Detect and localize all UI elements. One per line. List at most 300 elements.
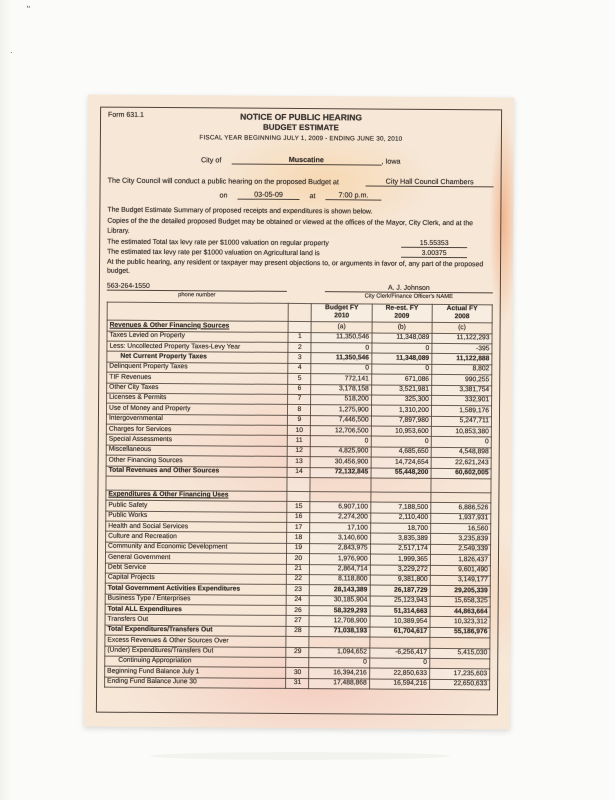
cell-text: 7,897,980 — [398, 416, 429, 425]
cell-text: 8,802 — [472, 365, 490, 373]
value-cell-budget-fy2010 — [309, 658, 369, 669]
value-cell-actual-fy2008 — [430, 638, 490, 649]
row-label: Total Expenditures/Transfers Out — [107, 625, 213, 634]
value-cell-actual-fy2008 — [430, 648, 490, 659]
line-number-cell — [288, 394, 311, 405]
cell-text: 1,976,900 — [337, 554, 368, 563]
line-number-cell — [286, 668, 309, 679]
row-label: Revenues & Other Financing Sources — [109, 321, 230, 330]
cell-text: 16,560 — [467, 524, 489, 532]
cell-text: 671,086 — [404, 375, 430, 383]
cell-text: 22,850,633 — [393, 669, 428, 677]
value-cell-actual-fy2008 — [430, 544, 490, 555]
row-label: Transfers Out — [107, 615, 149, 623]
value-cell-actual-fy2008 — [431, 447, 491, 458]
cell-text: 30,185,904 — [333, 596, 368, 604]
cell-text: 12 — [295, 447, 303, 455]
cell-text: 12,708,900 — [333, 617, 368, 625]
value-cell-reest-fy2009 — [370, 533, 430, 544]
value-cell-budget-fy2010 — [309, 626, 369, 637]
cell-text: 12,706,500 — [334, 426, 369, 435]
cell-text: 5,247,711 — [459, 417, 489, 425]
cell-text: (a) — [337, 323, 346, 331]
cell-text: 51,314,663 — [393, 607, 428, 615]
cell-text: 10,389,954 — [393, 617, 428, 625]
cell-text: 0 — [365, 344, 370, 352]
row-label: Other City Taxes — [109, 383, 159, 392]
line-number-cell — [286, 626, 309, 637]
on-label: on — [219, 190, 228, 200]
newspaper-clipping — [84, 95, 514, 730]
value-cell-budget-fy2010 — [311, 332, 371, 343]
value-cell-actual-fy2008 — [431, 513, 491, 524]
row-label: Other Financing Sources — [108, 456, 183, 464]
cell-text: 3 — [297, 353, 302, 361]
value-cell-actual-fy2008 — [431, 406, 491, 417]
cell-text: 0 — [363, 658, 367, 666]
row-label: TIF Revenues — [109, 373, 152, 381]
value-cell-actual-fy2008 — [430, 565, 490, 576]
cell-text: 3,521,981 — [399, 385, 429, 393]
value-cell-actual-fy2008 — [431, 385, 491, 396]
cell-text: 325,300 — [404, 396, 429, 404]
value-cell-actual-fy2008 — [430, 575, 490, 586]
levy-regular-line — [107, 238, 493, 249]
value-cell-reest-fy2009 — [371, 436, 431, 447]
value-cell-actual-fy2008 — [432, 333, 492, 344]
cell-text: 2,549,339 — [458, 545, 489, 553]
cell-text: 9 — [297, 416, 302, 424]
cell-text: 14 — [295, 468, 303, 476]
value-cell-budget-fy2010 — [311, 426, 371, 437]
cell-text: 26 — [294, 606, 302, 614]
cell-text: 0 — [425, 365, 430, 373]
column-header-budget-fy2010 — [312, 303, 372, 322]
line-number-cell — [286, 678, 309, 689]
row-label: Culture and Recreation — [108, 532, 177, 541]
line-number-cell — [287, 457, 310, 468]
line-number-cell — [288, 425, 311, 436]
row-label: Use of Money and Property — [108, 404, 191, 413]
value-cell-actual-fy2008 — [432, 364, 492, 375]
cell-text: 6,907,100 — [338, 503, 368, 511]
row-label: Delinquent Property Taxes — [109, 362, 188, 371]
value-cell-reest-fy2009 — [369, 668, 429, 679]
value-cell-budget-fy2010 — [310, 512, 370, 523]
line-number-cell — [286, 616, 309, 627]
cell-text: 0 — [425, 344, 430, 352]
cell-text: 772,141 — [344, 375, 369, 383]
cell-text: 2,517,174 — [398, 545, 428, 553]
value-cell-budget-fy2010 — [311, 415, 371, 426]
value-cell-reest-fy2009 — [369, 658, 429, 669]
levy-regular-label: The estimated Total tax levy rate per $1000 valuation on regular property — [107, 238, 329, 248]
cell-text: 21 — [294, 565, 303, 573]
budget-notice-form — [96, 107, 502, 716]
levy-agland-line — [107, 248, 493, 259]
value-cell-budget-fy2010 — [311, 384, 371, 395]
cell-text: 11,350,546 — [335, 354, 370, 362]
row-label: Miscellaneous — [108, 445, 152, 454]
value-cell-budget-fy2010 — [310, 554, 370, 565]
line-number-cell — [287, 533, 310, 544]
budget-table-body — [105, 320, 493, 689]
line-number-cell — [287, 491, 310, 502]
value-cell-actual-fy2008 — [431, 468, 491, 479]
pen-mark: ʹʹ — [24, 3, 31, 15]
value-cell-budget-fy2010 — [310, 478, 370, 492]
value-cell-reest-fy2009 — [370, 575, 430, 586]
row-label: Licenses & Permits — [109, 394, 167, 402]
cell-text: 2,274,200 — [338, 513, 368, 521]
line-number-cell — [286, 637, 309, 648]
value-cell-budget-fy2010 — [310, 492, 370, 503]
phone-block — [107, 282, 287, 298]
value-cell-budget-fy2010 — [310, 502, 370, 513]
cell-text: 3,178,158 — [338, 385, 369, 393]
cell-text: 17,100 — [347, 523, 368, 532]
cell-text: 16,594,216 — [393, 679, 427, 688]
state-suffix: , Iowa — [381, 156, 401, 166]
value-cell-budget-fy2010 — [311, 446, 371, 457]
value-cell-reest-fy2009 — [371, 364, 431, 375]
cell-text: 22 — [294, 575, 302, 583]
cell-text: 44,863,664 — [454, 607, 488, 615]
value-cell-actual-fy2008 — [430, 658, 490, 669]
value-cell-budget-fy2010 — [310, 564, 370, 575]
value-cell-actual-fy2008 — [431, 416, 491, 427]
cell-text: 11,122,293 — [456, 334, 490, 342]
value-cell-reest-fy2009 — [371, 353, 431, 364]
line-number-cell — [288, 322, 311, 333]
cell-text: 16,394,216 — [333, 669, 367, 677]
signature-row — [107, 282, 493, 300]
cell-text: 31 — [293, 679, 302, 687]
notice-title: NOTICE OF PUBLIC HEARING — [240, 111, 363, 123]
value-cell-reest-fy2009 — [371, 457, 431, 468]
cell-text: 16 — [294, 513, 303, 521]
cell-text: 10,953,600 — [395, 427, 429, 435]
cell-text: 30,456,900 — [334, 457, 369, 466]
line-number-cell — [288, 332, 311, 343]
phone-caption: phone number — [178, 291, 216, 298]
row-label: Health and Social Services — [108, 522, 189, 530]
cell-text: 28 — [294, 627, 302, 635]
row-label: Total ALL Expenditures — [107, 605, 182, 613]
budget-table — [104, 301, 493, 690]
cell-text: 2,110,400 — [398, 513, 429, 522]
value-cell-budget-fy2010 — [310, 606, 370, 617]
value-cell-reest-fy2009 — [372, 322, 432, 333]
value-cell-actual-fy2008 — [431, 458, 491, 469]
row-label: Public Works — [108, 511, 148, 520]
cell-text: 3,140,600 — [337, 534, 368, 542]
value-cell-budget-fy2010 — [310, 575, 370, 586]
row-label: Expenditures & Other Financing Uses — [108, 491, 229, 499]
value-cell-actual-fy2008 — [430, 586, 490, 597]
cell-text: 55,448,200 — [394, 468, 429, 476]
cell-text: 0 — [423, 659, 428, 667]
cell-text: 7 — [297, 395, 302, 403]
cell-text: 17,488,868 — [333, 679, 367, 687]
cell-text: 22,650,633 — [453, 680, 488, 688]
row-label: Capital Projects — [107, 574, 155, 582]
column-header-actual-fy2008 — [432, 304, 492, 323]
cell-text: 1,826,437 — [458, 555, 488, 564]
row-label: Net Current Property Taxes — [120, 352, 207, 361]
hearing-location-field: City Hall Council Chambers — [366, 176, 494, 187]
value-cell-actual-fy2008 — [430, 523, 490, 534]
hearing-line — [108, 175, 494, 188]
value-cell-reest-fy2009 — [370, 585, 430, 596]
hearing-date-field: 03-05-09 — [237, 190, 299, 200]
cell-text: 3,835,389 — [398, 534, 428, 542]
row-label: Total Revenues and Other Sources — [108, 466, 220, 475]
line-number-cell — [287, 554, 310, 565]
cell-text: 11,348,089 — [396, 354, 430, 362]
cell-text: 5 — [297, 374, 302, 382]
line-number-cell — [286, 595, 309, 606]
cell-text: 71,038,193 — [333, 627, 368, 635]
row-label: Intergovernmental — [108, 414, 163, 423]
cell-text: 29,205,339 — [454, 586, 488, 595]
cell-text: 0 — [485, 438, 489, 446]
cell-text: -6,256,417 — [395, 648, 428, 656]
cell-text: 4,825,900 — [338, 447, 369, 455]
header-empty-cell — [288, 303, 311, 322]
pen-mark: · — [10, 48, 13, 57]
value-cell-budget-fy2010 — [309, 668, 369, 679]
row-label-cell — [105, 677, 286, 689]
cell-text: 24 — [294, 596, 302, 604]
value-cell-actual-fy2008 — [430, 555, 490, 566]
value-cell-actual-fy2008 — [432, 354, 492, 365]
value-cell-reest-fy2009 — [371, 426, 431, 437]
cell-text: 55,186,976 — [453, 628, 488, 636]
city-name-field: Muscatine — [231, 155, 381, 166]
cell-text: 13 — [295, 457, 303, 465]
value-cell-budget-fy2010 — [309, 647, 369, 658]
value-cell-actual-fy2008 — [431, 478, 491, 492]
value-cell-actual-fy2008 — [432, 343, 492, 354]
value-cell-budget-fy2010 — [309, 637, 369, 648]
cell-text: 17 — [294, 523, 303, 531]
summary-paragraph: The Budget Estimate Summary of proposed receipts and expenditures is shown below. — [107, 206, 373, 216]
cell-text: 332,901 — [464, 396, 490, 404]
value-cell-reest-fy2009 — [370, 596, 430, 607]
value-cell-actual-fy2008 — [429, 669, 489, 680]
row-label: Charges for Services — [108, 425, 172, 433]
cell-text: 23 — [294, 585, 302, 593]
cell-text: 6,886,526 — [458, 503, 489, 512]
at-label: at — [309, 191, 316, 201]
row-label: Special Assessments — [108, 435, 173, 444]
line-number-cell — [288, 374, 311, 385]
value-cell-budget-fy2010 — [311, 353, 371, 364]
row-label: Ending Fund Balance June 30 — [107, 677, 197, 686]
value-cell-reest-fy2009 — [371, 468, 431, 479]
value-cell-reest-fy2009 — [370, 523, 430, 534]
cell-text: 20 — [294, 554, 303, 562]
header-empty-cell — [107, 302, 288, 322]
cell-text: 8 — [297, 405, 302, 413]
cell-text: 15,658,325 — [454, 597, 488, 605]
cell-text: 5,415,030 — [457, 649, 488, 657]
col-head-line1: Re-est. FY — [385, 304, 419, 312]
clerk-block — [325, 284, 493, 300]
cell-text: 27 — [294, 616, 302, 624]
hearing-intro: The City Council will conduct a public hearing on the proposed Budget at — [107, 175, 339, 187]
cell-text: 60,602,005 — [455, 469, 489, 477]
value-cell-budget-fy2010 — [311, 374, 371, 385]
clerk-caption: City Clerk/Finance Officer's NAME — [364, 293, 453, 300]
cell-text: 1,589,176 — [459, 406, 490, 415]
value-cell-reest-fy2009 — [371, 374, 431, 385]
line-number-cell — [287, 477, 310, 491]
line-number-cell — [288, 342, 311, 353]
copies-paragraph: Copies of the the detailed proposed Budget may be obtained or viewed at the offices of the Mayor, City Clerk, and at the Library. — [107, 217, 474, 235]
value-cell-actual-fy2008 — [430, 617, 490, 628]
cell-text: 30 — [293, 668, 302, 676]
line-number-cell — [288, 436, 311, 447]
clerk-name: A. J. Johnson — [325, 284, 493, 293]
table-row — [105, 677, 490, 690]
value-cell-budget-fy2010 — [311, 457, 371, 468]
value-cell-actual-fy2008 — [431, 492, 491, 503]
col-head-line1: Budget FY — [325, 304, 359, 312]
cell-text: 9,381,800 — [397, 576, 428, 584]
cell-text: 1,275,900 — [338, 406, 369, 414]
cell-text: 58,329,293 — [333, 606, 368, 615]
value-cell-actual-fy2008 — [430, 596, 490, 607]
line-number-cell — [288, 446, 311, 457]
objections-paragraph: At the public hearing, any resident or taxpayer may present objections to, or arguments in favor of, any part of the proposed budget. — [106, 258, 484, 276]
line-number-cell — [288, 353, 311, 364]
value-cell-reest-fy2009 — [370, 502, 430, 513]
cell-text: 2 — [297, 343, 302, 351]
value-cell-reest-fy2009 — [371, 478, 431, 492]
value-cell-reest-fy2009 — [369, 648, 429, 659]
cell-text: 10,323,312 — [454, 618, 488, 626]
value-cell-reest-fy2009 — [369, 679, 429, 690]
value-cell-actual-fy2008 — [431, 395, 491, 406]
value-cell-reest-fy2009 — [370, 513, 430, 524]
cell-text: 22,621,243 — [455, 458, 489, 467]
column-header-reest-fy2009 — [372, 304, 432, 323]
row-label: Business Type / Enterprises — [107, 594, 191, 603]
notice-subtitle: BUDGET ESTIMATE — [263, 122, 339, 133]
value-cell-actual-fy2008 — [430, 606, 490, 617]
value-cell-budget-fy2010 — [311, 436, 371, 447]
cell-text: 3,235,839 — [458, 535, 489, 543]
scan-smudge — [150, 752, 450, 760]
cell-text: 25,123,943 — [393, 596, 428, 605]
city-of-label: City of — [200, 155, 222, 165]
cell-text: 0 — [364, 437, 369, 445]
row-label: Public Safety — [108, 501, 148, 509]
value-cell-reest-fy2009 — [370, 544, 430, 555]
cell-text: 1,999,365 — [397, 555, 428, 563]
row-label-cell — [106, 476, 287, 491]
cell-text: 4,548,898 — [458, 448, 489, 456]
cell-text: 3,229,272 — [397, 565, 428, 573]
value-cell-actual-fy2008 — [430, 534, 490, 545]
cell-text: 3,149,177 — [458, 576, 488, 584]
phone-number: 563-264-1550 — [107, 282, 287, 291]
value-cell-budget-fy2010 — [310, 523, 370, 534]
row-label: General Government — [107, 553, 171, 561]
value-cell-budget-fy2010 — [311, 363, 371, 374]
cell-text: 0 — [424, 437, 429, 445]
line-number-cell — [286, 605, 309, 616]
cell-text: 14,724,654 — [394, 458, 429, 466]
cell-text: 28,143,389 — [333, 586, 368, 594]
value-cell-reest-fy2009 — [370, 616, 430, 627]
cell-text: (b) — [397, 323, 406, 331]
row-label: Taxes Levied on Property — [109, 331, 186, 340]
cell-text: 7,188,500 — [398, 503, 429, 511]
row-label: Less: Uncollected Property Taxes-Levy Year — [109, 342, 241, 351]
cell-text: 1,094,652 — [337, 648, 367, 656]
value-cell-reest-fy2009 — [370, 606, 430, 617]
cell-text: (c) — [458, 323, 466, 331]
cell-text: 9,601,490 — [458, 566, 488, 574]
cell-text: 518,200 — [344, 395, 369, 403]
value-cell-budget-fy2010 — [310, 585, 370, 596]
cell-text: 61,704,617 — [393, 627, 428, 636]
value-cell-reest-fy2009 — [370, 627, 430, 638]
value-cell-reest-fy2009 — [372, 333, 432, 344]
value-cell-budget-fy2010 — [310, 467, 370, 478]
value-cell-reest-fy2009 — [369, 637, 429, 648]
hearing-datetime-line — [107, 189, 493, 202]
cell-text: 3,381,754 — [459, 386, 490, 394]
cell-text: 4,685,650 — [398, 448, 429, 456]
cell-text: 18 — [294, 533, 303, 541]
value-cell-actual-fy2008 — [429, 679, 489, 690]
line-number-cell — [287, 543, 310, 554]
line-number-cell — [287, 522, 310, 533]
value-cell-reest-fy2009 — [371, 395, 431, 406]
levy-agland-label: The estimated tax levy rate per $1000 valuation on Agricultural land is — [107, 248, 320, 258]
value-cell-reest-fy2009 — [371, 385, 431, 396]
cell-text: 11,348,089 — [396, 333, 430, 342]
form-number: Form 631.1 — [108, 111, 144, 119]
cell-text: -395 — [476, 344, 490, 352]
value-cell-budget-fy2010 — [311, 405, 371, 416]
line-number-cell — [286, 647, 309, 658]
row-label: Beginning Fund Balance July 1 — [107, 667, 200, 676]
cell-text: 990,255 — [465, 375, 490, 384]
row-label: (Under) Expenditures/Transfers Out — [107, 646, 214, 655]
value-cell-actual-fy2008 — [431, 426, 491, 437]
row-label: Debt Service — [107, 563, 147, 571]
cell-text: 11,350,546 — [336, 333, 370, 341]
fiscal-year-line: FISCAL YEAR BEGINNING JULY 1, 2009 - ENDING JUNE 30, 2010 — [199, 134, 403, 143]
value-cell-reest-fy2009 — [371, 447, 431, 458]
value-cell-actual-fy2008 — [431, 375, 491, 386]
levy-regular-value: 15.55353 — [401, 240, 467, 248]
line-number-cell — [287, 574, 310, 585]
line-number-cell — [288, 415, 311, 426]
row-label: Excess Revenues & Other Sources Over — [107, 636, 229, 645]
value-cell-budget-fy2010 — [312, 322, 372, 333]
row-label: Continuing Appropriation — [118, 657, 192, 665]
value-cell-reest-fy2009 — [370, 565, 430, 576]
cell-text: 4 — [297, 364, 302, 372]
value-cell-budget-fy2010 — [310, 595, 370, 606]
value-cell-actual-fy2008 — [431, 437, 491, 448]
